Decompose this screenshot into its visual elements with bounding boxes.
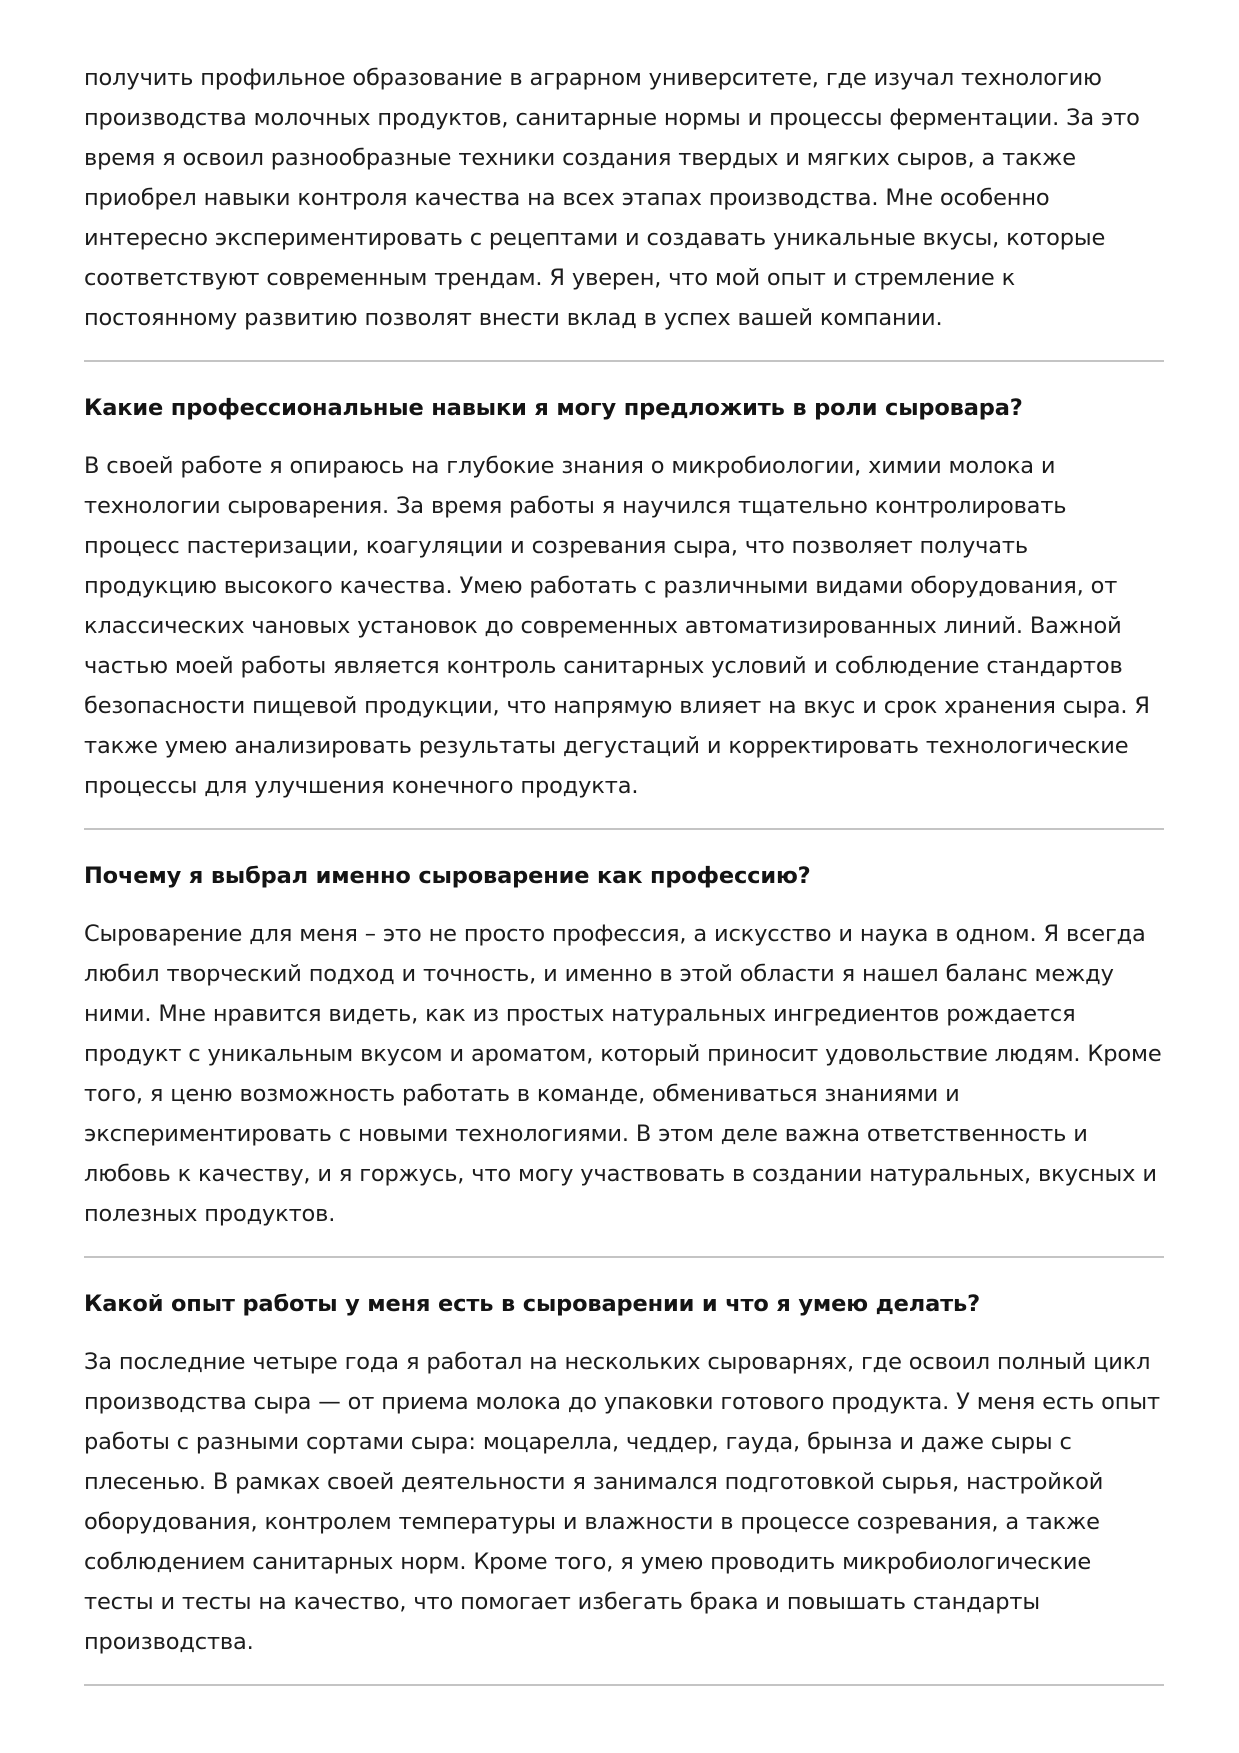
section-paragraph: За последние четыре года я работал на нескольких сыроварнях, где освоил полный цикл производства сыра — от приема молока до упаковки готового продукта. У меня есть опыт работы с разными сортами сыра: моцарелла, чеддер, гауда, брынза и даже сыры с плесенью. В рамках своей деятельности я занимался подготовкой сырья, настройкой оборудования, контролем температуры и влажности в процессе созревания, а также соблюдением санитарных норм. Кроме того, я умею проводить микробиологические тесты и тесты на качество, что помогает избегать брака и повышать стандарты производства. <box>84 1349 1160 1655</box>
intro-paragraph: получить профильное образование в аграрном университете, где изучал технологию производства молочных продуктов, санитарные нормы и процессы ферментации. За это время я освоил разнообразные техники создания твердых и мягких сыров, а также приобрел навыки контроля качества на всех этапах производства. Мне особенно интересно экспериментировать с рецептами и создавать уникальные вкусы, которые соответствуют современным трендам. Я уверен, что мой опыт и стремление к постоянному развитию позволят внести вклад в успех вашей компании. <box>84 65 1140 331</box>
faq-section-skills <box>84 392 1164 806</box>
document-page <box>84 58 1164 1686</box>
section-heading: Какой опыт работы у меня есть в сыроварении и что я умею делать? <box>84 1291 980 1317</box>
section-paragraph: Сыроварение для меня – это не просто профессия, а искусство и наука в одном. Я всегда любил творческий подход и точность, и именно в этой области я нашел баланс между ними. Мне нравится видеть, как из простых натуральных ингредиентов рождается продукт с уникальным вкусом и ароматом, который приносит удовольствие людям. Кроме того, я ценю возможность работать в команде, обмениваться знаниями и экспериментировать с новыми технологиями. В этом деле важна ответственность и любовь к качеству, и я горжусь, что могу участвовать в создании натуральных, вкусных и полезных продуктов. <box>84 921 1162 1227</box>
section-divider <box>84 1684 1164 1686</box>
section-paragraph: В своей работе я опираюсь на глубокие знания о микробиологии, химии молока и технологии сыроварения. За время работы я научился тщательно контролировать процесс пастеризации, коагуляции и созревания сыра, что позволяет получать продукцию высокого качества. Умею работать с различными видами оборудования, от классических чановых установок до современных автоматизированных линий. Важной частью моей работы является контроль санитарных условий и соблюдение стандартов безопасности пищевой продукции, что напрямую влияет на вкус и срок хранения сыра. Я также умею анализировать результаты дегустаций и корректировать технологические процессы для улучшения конечного продукта. <box>84 453 1150 799</box>
faq-section-why-profession <box>84 860 1164 1234</box>
faq-section-experience <box>84 1288 1164 1662</box>
section-heading: Какие профессиональные навыки я могу предложить в роли сыровара? <box>84 395 1023 421</box>
section-heading: Почему я выбрал именно сыроварение как профессию? <box>84 863 811 889</box>
